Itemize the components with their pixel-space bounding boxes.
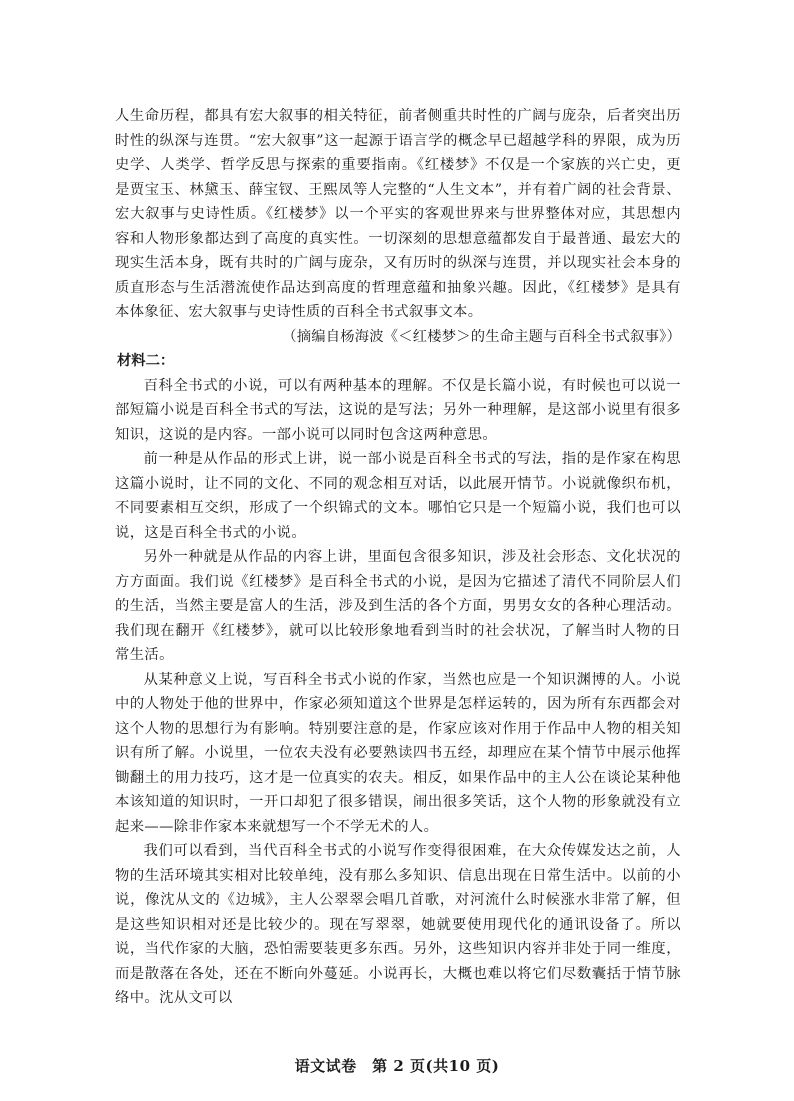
page-footer: 语文试卷 第 2 页(共10 页) [294, 1057, 500, 1075]
paragraph: 我们可以看到，当代百科全书式的小说写作变得很困难，在大众传媒发达之前，人物的生活环境其实相对比较单纯，没有那么多知识、信息出现在日常生活中。以前的小说，像沈从文的《边城》，主人公翠翠会唱几首歌，对河流什么时候涨水非常了解，但是这些知识相对还是比较少的。现在写翠翠，她就要使用现代化的通讯设备了。所以说，当代作家的大脑，恐怕需要装更多东西。另外，这些知识内容并非处于同一维度，而是散落在各处，还在不断向外蔓延。小说再长，大概也难以将它们尽数囊括于情节脉络中。沈从文可以 [115, 843, 681, 1006]
paragraph: 从某种意义上说，写百科全书式小说的作家，当然也应是一个知识渊博的人。小说中的人物处于他的世界中，作家必须知道这个世界是怎样运转的，因为所有东西都会对这个人物的思想行为有影响。特别要注意的是，作家应该对作用于作品中人物的相关知识有所了解。小说里，一位农夫没有必要熟读四书五经，却理应在某个情节中展示他挥锄翻土的用力技巧，这才是一位真实的农夫。相反，如果作品中的主人公在谈论某种他本该知道的知识时，一开口却犯了很多错误，闹出很多笑话，这个人物的形象就没有立起来——除非作家本来就想写一个不学无术的人。 [115, 671, 681, 835]
paragraph: 百科全书式的小说，可以有两种基本的理解。不仅是长篇小说，有时候也可以说一部短篇小说是百科全书式的写法，这说的是写法；另外一种理解，是这部小说里有很多知识，这说的是内容。一部小说可以同时包含这两种意思。 [115, 377, 681, 443]
paragraph: 另外一种就是从作品的内容上讲，里面包含很多知识，涉及社会形态、文化状况的方方面面。我们说《红楼梦》是百科全书式的小说，是因为它描述了清代不同阶层人们的生活，当然主要是富人的生活，涉及到生活的各个方面，男男女女的各种心理活动。我们现在翻开《红楼梦》，就可以比较形象地看到当时的社会状况，了解当时人物的日常生活。 [115, 549, 681, 663]
document-body [115, 104, 681, 1011]
source-citation: （摘编自杨海波《＜红楼梦＞的生命主题与百科全书式叙事》） [282, 328, 681, 345]
paragraph: 前一种是从作品的形式上讲，说一部小说是百科全书式的写法，指的是作家在构思这篇小说时，让不同的文化、不同的观念相互对话，以此展开情节。小说就像织布机，不同要素相互交织，形成了一个织锦式的文本。哪怕它只是一个短篇小说，我们也可以说，这是百科全书式的小说。 [115, 451, 681, 541]
paragraph-continuation: 人生命历程，都具有宏大叙事的相关特征，前者侧重共时性的广阔与庞杂，后者突出历时性的纵深与连贯。“宏大叙事”这一起源于语言学的概念早已超越学科的界限，成为历史学、人类学、哲学反思与探索的重要指南。《红楼梦》不仅是一个家族的兴亡史，更是贾宝玉、林黛玉、薛宝钗、王熙凤等人完整的“人生文本”，并有着广阔的社会背景、宏大叙事与史诗性质。《红楼梦》以一个平实的客观世界来与世界整体对应，其思想内容和人物形象都达到了高度的真实性。一切深刻的思想意蕴都发自于最普通、最宏大的现实生活本身，既有共时的广阔与庞杂，又有历时的纵深与连贯，并以现实社会本身的质直形态与生活潜流使作品达到高度的哲理意蕴和抽象兴趣。因此，《红楼梦》是具有本体象征、宏大叙事与史诗性质的百科全书式叙事文本。 [115, 108, 681, 320]
section-heading-material-two: 材料二： [117, 353, 175, 369]
